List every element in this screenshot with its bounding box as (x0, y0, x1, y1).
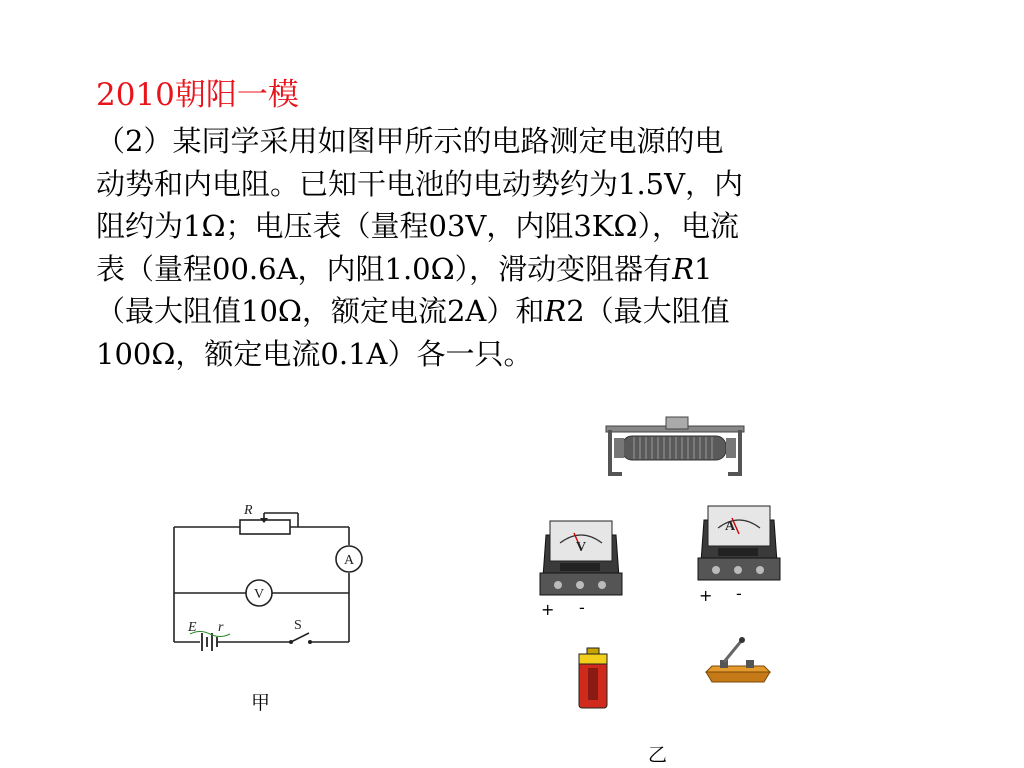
problem-text (96, 120, 876, 375)
problem-line-4: 表（量程00.6A，内阻1.0Ω），滑动变阻器有R1 (96, 251, 713, 286)
emf-label: E (188, 620, 197, 635)
switch-symbol (289, 633, 312, 644)
ammeter-apparatus (690, 500, 786, 584)
voltmeter-plus-terminal: + (541, 600, 555, 619)
problem-line-5: （最大阻值10Ω，额定电流2A）和R2（最大阻值 (96, 294, 730, 328)
internal-resistance-label: r (218, 620, 224, 635)
rheostat-label: R (244, 503, 253, 518)
ammeter-label: A (343, 553, 355, 568)
ammeter-plus-terminal: + (699, 586, 713, 605)
battery-cell-apparatus (575, 646, 611, 710)
voltmeter-apparatus (532, 515, 628, 599)
voltmeter-minus-terminal: - (579, 598, 585, 617)
voltmeter-apparatus-label: V (575, 540, 587, 555)
switch-label: S (294, 618, 302, 633)
knife-switch-apparatus (702, 636, 774, 684)
ammeter-apparatus-label: A (724, 519, 736, 534)
problem-line-3: 阻约为1Ω；电压表（量程03V，内阻3KΩ），电流 (96, 209, 739, 243)
problem-line-2: 动势和内电阻。已知干电池的电动势约为1.5V，内 (96, 166, 744, 201)
figure-a-caption: 甲 (251, 692, 271, 714)
problem-line-1: （2）某同学采用如图甲所示的电路测定电源的电 (96, 124, 724, 158)
ammeter-minus-terminal: - (736, 584, 742, 603)
problem-line-6: 100Ω，额定电流0.1A）各一只。 (96, 336, 533, 371)
slide-title: 2010朝阳一模 (96, 77, 299, 113)
rheostat-apparatus (600, 412, 750, 484)
figure-b-caption: 乙 (648, 744, 668, 766)
circuit-diagram (160, 495, 380, 665)
rheostat-symbol (240, 520, 290, 534)
voltmeter-label: V (253, 587, 265, 602)
